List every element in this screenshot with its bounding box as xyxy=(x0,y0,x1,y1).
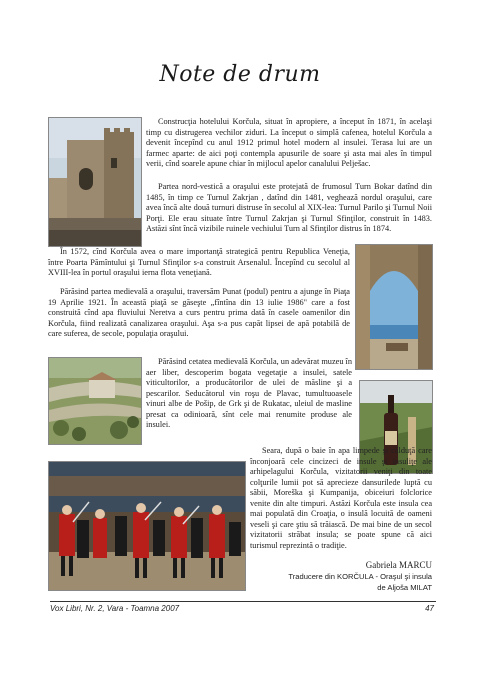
fortress-tower-photo xyxy=(48,117,142,247)
stone-arch-sea-photo xyxy=(355,244,433,370)
footer-divider xyxy=(50,601,436,602)
author-name: Gabriela MARCU xyxy=(365,560,432,570)
paragraph-vegetation: Părăsind cetatea medievală Korčula, un adevărat muzeu în aer liber, descoperim bogata vegetaţie a insulei, satele viticultorilor, a producătorilor de ulei de măsline şi a pescarilor. Seducătorul vin roşu de Plavac, tumultuoasele vinuri albe de Pošip, de Grk şi de Rukatac, uleiul de masline presat ca odinioară, sînt cele mai renumite produse ale insulei. xyxy=(146,357,352,429)
olive-terraces-photo xyxy=(48,357,142,445)
paragraph-evening: Seara, după o baie în apa limpede şi călduţă care înconjoară cele cincizeci de insule şi insuliţe ale arhipelagului Korčula, vizitatorii veniţi din toate colţurile lumii pot să aprecieze dansurilede luptă cu săbii, Moreška şi Kumpanija, obiceiuri folclorice venite din alte timpuri. Astăzi Korčula este insula cea mai populată din Croaţia, o insulă locuită de oameni veseli şi care ştiu să trăiască. De mai bine de un secol vizitatorii străbat insula; se poate spune că aici turismul reprezintă o tradiţie. xyxy=(250,446,432,550)
paragraph-arsenal: În 1572, cînd Korčula avea o mare importanţă strategică pentru Republica Veneţia, între Poarta Pămîntului şi Turnul Sfinţilor s-a construit Arsenalul. Începînd cu secolul al XVIII-lea în portul oraşului ierna flota veneţiană. xyxy=(48,247,350,277)
page-title: Note de drum xyxy=(159,62,321,87)
footer-publication: Vox Libri, Nr. 2, Vara - Toamna 2007 xyxy=(50,604,180,613)
moreska-dancers-photo xyxy=(48,461,246,591)
translation-credit-line2: de Aljoša MILAT xyxy=(377,583,432,592)
paragraph-hotel: Construcţia hotelului Korčula, situat în apropiere, a început în 1871, în acelaşi timp cu distrugerea vechilor ziduri. La început o simplă cafenea, hotelul Korčula a devenit începînd cu anul 1912 primul hotel modern al insulei. Terasa lui are un farmec aparte: de aici poţi contempla apusurile de soare şi asta mai ales în timpul verii, cînd soarele apune chiar în mijlocul apelor canalului Pelješac. xyxy=(146,117,432,168)
paragraph-fountain: Părăsind partea medievală a oraşului, traversăm Punat (podul) pentru a ajunge în Piaţa 19 Aprilie 1921. În această piaţă se găseşte „fîntîna din 13 iulie 1986" care a fost construită cînd apa fluviului Neretva a curs pentru prima dată în casele oamenilor din Korčula, fiind realizată canalizarea oraşului. Aşa s-a pus capăt lipsei de apă potabilă de care suferea, de secole, populaţia oraşului. xyxy=(48,287,350,338)
translation-credit-line1: Traducere din KORČULA - Oraşul şi insula xyxy=(288,572,432,581)
page-number: 47 xyxy=(425,604,434,613)
paragraph-towers: Partea nord-vestică a oraşului este protejată de frumosul Turn Bokar datînd din 1485, în timp ce Turnul Zakrjan , datînd din 1481, veghează nordul oraşului, care avea încă alte două turnuri distruse în secolul al XIX-lea: Turnul Parilo şi Turnul Noii Porţi. Ele erau situate între Turnul Zakrjan şi Turnul Sfinţilor, construit în 1483. Astăzi sînt încă vizibile ruinele vechiului Turn al Sfinţilor distrus în 1874. xyxy=(146,182,432,233)
